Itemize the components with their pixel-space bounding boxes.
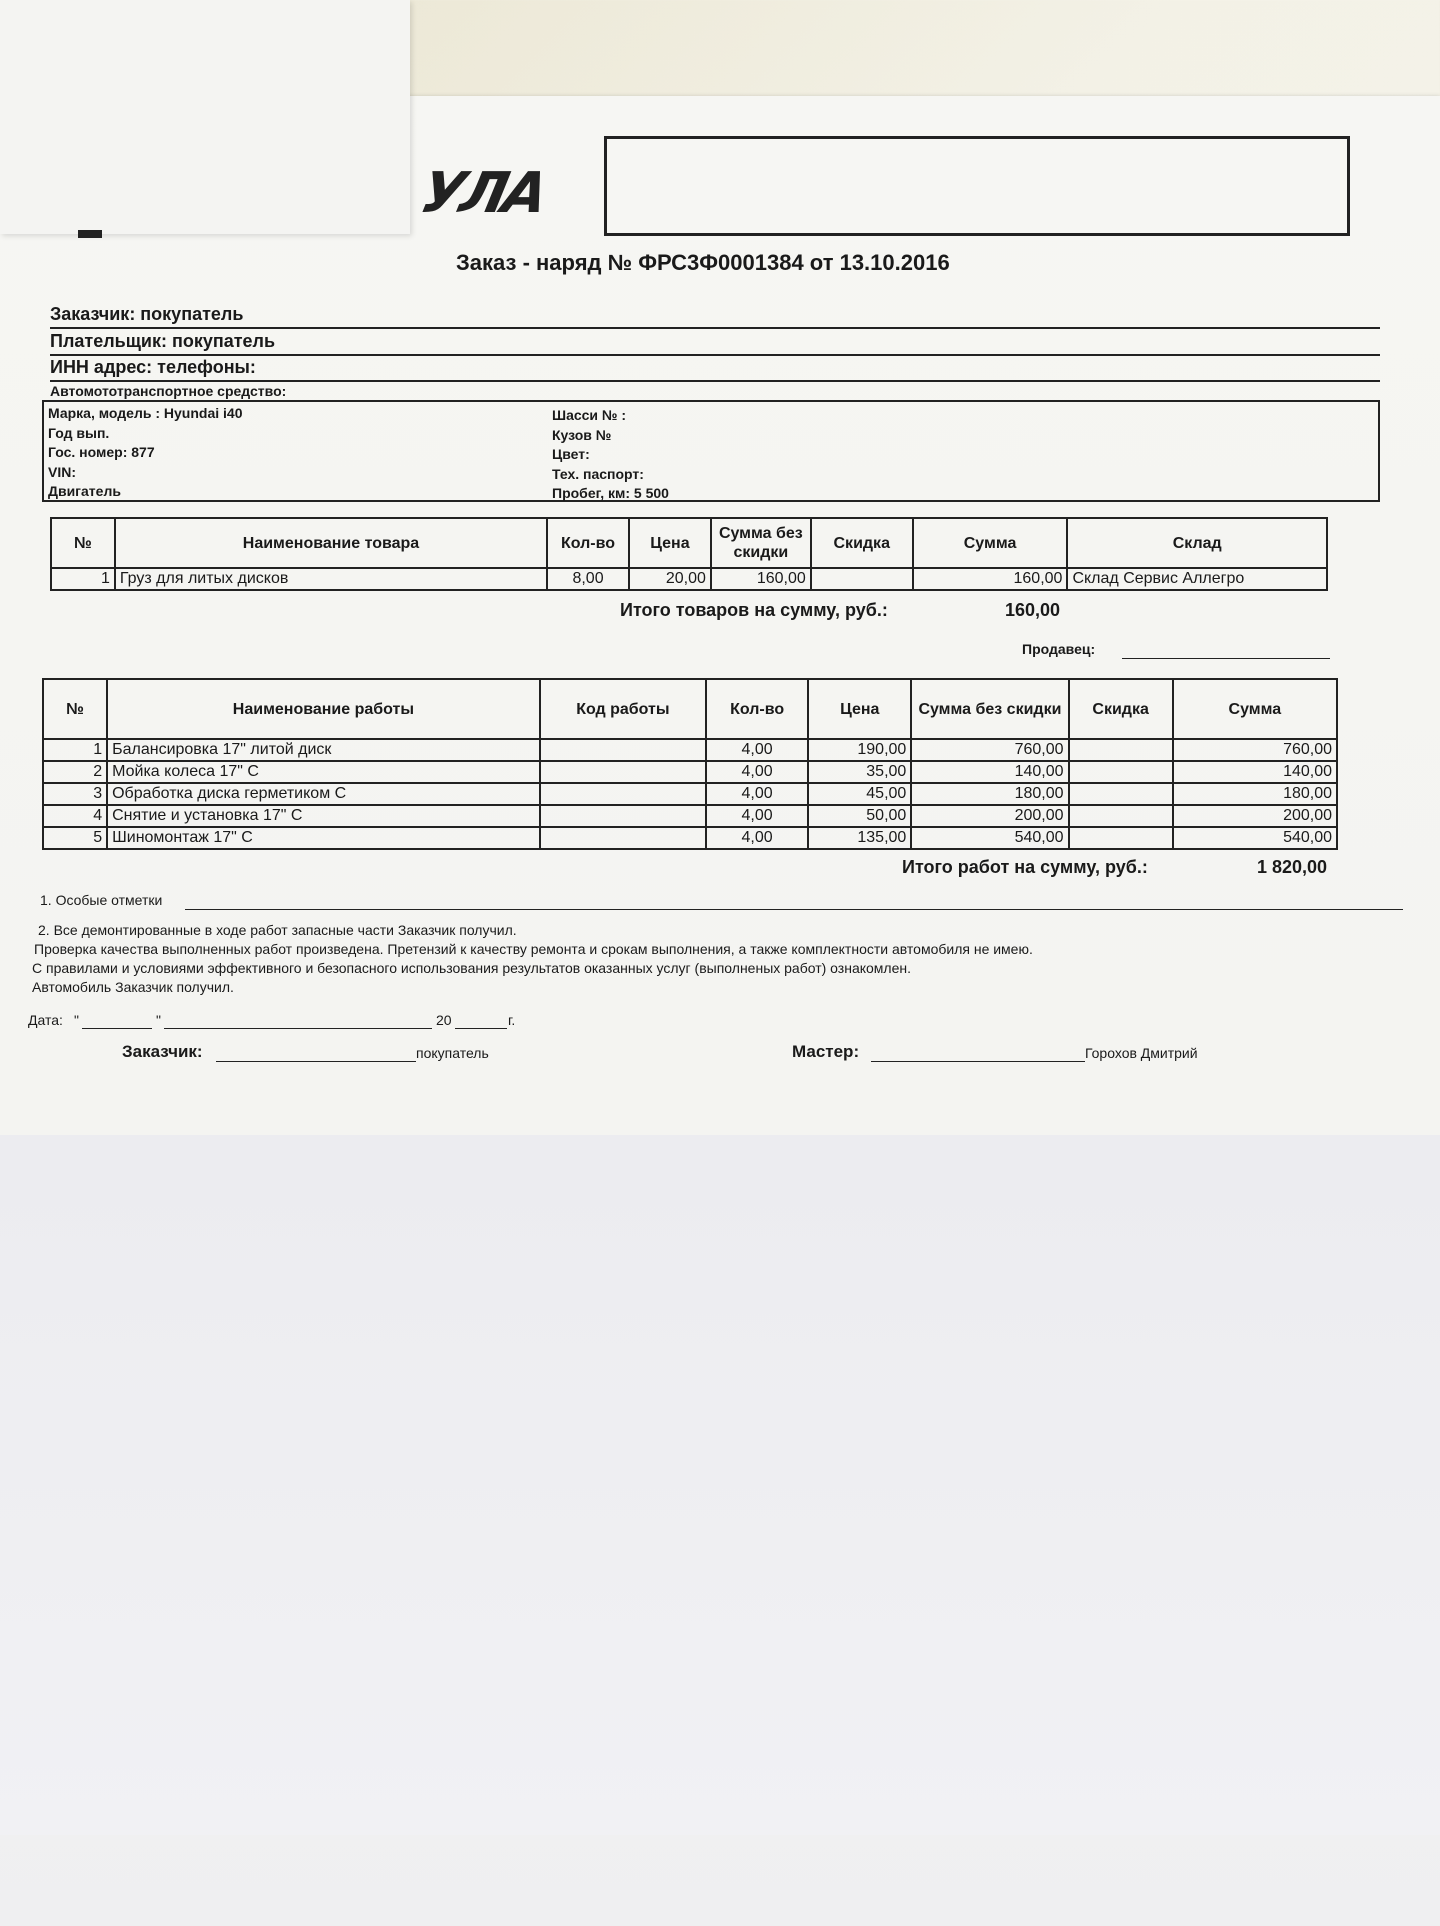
works-header-name: Наименование работы <box>107 679 540 739</box>
date-month-line <box>164 1028 432 1029</box>
works-cell-price: 35,00 <box>808 761 911 783</box>
vehicle-body: Кузов № <box>552 426 612 443</box>
vehicle-engine: Двигатель <box>48 483 121 499</box>
vehicle-right-column <box>552 406 669 504</box>
works-cell-num: 5 <box>43 827 107 849</box>
seller-signature-line <box>1122 658 1330 659</box>
goods-cell-gross: 160,00 <box>711 568 811 590</box>
works-cell-code <box>540 761 706 783</box>
table-row <box>51 568 1327 590</box>
paper-fold-shadow <box>0 1135 1440 1835</box>
customer-signature-name: покупатель <box>416 1045 489 1061</box>
goods-cell-qty: 8,00 <box>547 568 629 590</box>
vehicle-year: Год вып. <box>48 424 110 441</box>
works-cell-discount <box>1069 827 1173 849</box>
works-cell-name: Мойка колеса 17" С <box>107 761 540 783</box>
works-header-qty: Кол-во <box>706 679 808 739</box>
sticker-mark <box>78 230 102 238</box>
goods-header-num: № <box>51 518 115 568</box>
vehicle-color: Цвет: <box>552 446 590 462</box>
date-quote-open: " <box>74 1012 79 1028</box>
goods-cell-sum: 160,00 <box>913 568 1068 590</box>
works-cell-discount <box>1069 783 1173 805</box>
goods-header-price: Цена <box>629 518 711 568</box>
goods-header-qty: Кол-во <box>547 518 629 568</box>
works-cell-name: Шиномонтаж 17" С <box>107 827 540 849</box>
works-header-price: Цена <box>808 679 911 739</box>
vehicle-model: Марка, модель : Hyundai i40 <box>48 405 243 421</box>
works-cell-sum: 200,00 <box>1173 805 1337 827</box>
date-year-line <box>455 1028 507 1029</box>
master-signature-name: Горохов Дмитрий <box>1085 1045 1198 1061</box>
table-row <box>43 783 1337 805</box>
works-cell-sum: 760,00 <box>1173 739 1337 761</box>
master-signature-label: Мастер: <box>792 1042 860 1061</box>
works-cell-sum: 540,00 <box>1173 827 1337 849</box>
vehicle-heading: Автомототранспортное средство: <box>50 383 287 399</box>
customer-signature-line <box>216 1061 416 1062</box>
works-cell-num: 1 <box>43 739 107 761</box>
works-cell-discount <box>1069 739 1173 761</box>
works-header-gross: Сумма без скидки <box>911 679 1068 739</box>
works-cell-price: 50,00 <box>808 805 911 827</box>
works-cell-name: Снятие и установка 17" С <box>107 805 540 827</box>
works-cell-code <box>540 739 706 761</box>
note-line-2: Проверка качества выполненных работ произведена. Претензий к качеству ремонта и срокам выполнения, а также комплектности автомобиля не имею. <box>34 941 1033 957</box>
seller-label: Продавец: <box>1022 641 1096 657</box>
works-cell-price: 45,00 <box>808 783 911 805</box>
works-cell-sum: 180,00 <box>1173 783 1337 805</box>
goods-cell-discount <box>811 568 913 590</box>
stamp-box <box>604 136 1350 236</box>
goods-cell-warehouse: Склад Сервис Аллегро <box>1067 568 1327 590</box>
works-header-num: № <box>43 679 107 739</box>
works-header-code: Код работы <box>540 679 706 739</box>
special-notes-label: 1. Особые отметки <box>40 892 163 908</box>
works-cell-gross: 180,00 <box>911 783 1068 805</box>
works-cell-price: 135,00 <box>808 827 911 849</box>
vehicle-passport: Тех. паспорт: <box>552 465 644 482</box>
vehicle-mileage: Пробег, км: 5 500 <box>552 485 669 501</box>
works-cell-name: Балансировка 17" литой диск <box>107 739 540 761</box>
works-cell-sum: 140,00 <box>1173 761 1337 783</box>
vehicle-info-box <box>42 400 1380 502</box>
works-header-discount: Скидка <box>1069 679 1173 739</box>
date-year-prefix: 20 <box>436 1012 452 1028</box>
works-table <box>42 678 1338 850</box>
vehicle-vin: VIN: <box>48 463 76 480</box>
goods-header-sum: Сумма <box>913 518 1068 568</box>
customer-signature-label: Заказчик: <box>122 1042 203 1061</box>
vehicle-plate: Гос. номер: 877 <box>48 444 155 460</box>
table-row <box>43 805 1337 827</box>
works-header-sum: Сумма <box>1173 679 1337 739</box>
works-cell-code <box>540 783 706 805</box>
master-signature-line <box>871 1061 1085 1062</box>
note-line-4: Автомобиль Заказчик получил. <box>32 979 234 995</box>
table-row <box>43 827 1337 849</box>
works-cell-name: Обработка диска герметиком С <box>107 783 540 805</box>
table-row <box>43 761 1337 783</box>
special-notes-line <box>185 909 1403 910</box>
works-cell-gross: 540,00 <box>911 827 1068 849</box>
sticker-note <box>0 0 410 234</box>
works-cell-qty: 4,00 <box>706 827 808 849</box>
goods-header-name: Наименование товара <box>115 518 547 568</box>
works-cell-discount <box>1069 761 1173 783</box>
goods-header-discount: Скидка <box>811 518 913 568</box>
works-cell-qty: 4,00 <box>706 783 808 805</box>
note-line-1: 2. Все демонтированные в ходе работ запасные части Заказчик получил. <box>38 922 517 938</box>
works-cell-discount <box>1069 805 1173 827</box>
customer-field: Заказчик: покупатель <box>50 303 1380 329</box>
goods-header-gross: Сумма без скидки <box>711 518 811 568</box>
works-cell-code <box>540 827 706 849</box>
company-logo: УЛА <box>415 161 551 226</box>
date-year-suffix: г. <box>508 1012 516 1028</box>
works-cell-qty: 4,00 <box>706 761 808 783</box>
works-cell-num: 4 <box>43 805 107 827</box>
works-total-value: 1 820,00 <box>1257 857 1328 877</box>
goods-table <box>50 517 1328 591</box>
works-cell-gross: 760,00 <box>911 739 1068 761</box>
goods-cell-num: 1 <box>51 568 115 590</box>
goods-header-warehouse: Склад <box>1067 518 1327 568</box>
works-cell-num: 2 <box>43 761 107 783</box>
vehicle-chassis: Шасси № : <box>552 407 627 423</box>
note-line-3: С правилами и условиями эффективного и безопасного использования результатов оказанных услуг (выполненых работ) ознакомлен. <box>32 960 912 976</box>
works-cell-qty: 4,00 <box>706 805 808 827</box>
works-cell-qty: 4,00 <box>706 739 808 761</box>
date-quote-close: " <box>156 1012 161 1028</box>
works-header-row <box>43 679 1337 739</box>
table-row <box>43 739 1337 761</box>
goods-header-row <box>51 518 1327 568</box>
document-title: Заказ - наряд № ФРС3Ф0001384 от 13.10.2016 <box>456 250 950 275</box>
date-day-line <box>82 1028 152 1029</box>
works-cell-gross: 200,00 <box>911 805 1068 827</box>
goods-cell-price: 20,00 <box>629 568 711 590</box>
inn-field: ИНН адрес: телефоны: <box>50 356 1380 382</box>
goods-cell-name: Груз для литых дисков <box>115 568 547 590</box>
works-cell-price: 190,00 <box>808 739 911 761</box>
payer-field: Плательщик: покупатель <box>50 330 1380 356</box>
works-cell-gross: 140,00 <box>911 761 1068 783</box>
vehicle-left-column <box>48 404 242 502</box>
date-label: Дата: <box>28 1012 63 1028</box>
works-cell-num: 3 <box>43 783 107 805</box>
works-cell-code <box>540 805 706 827</box>
goods-total-label: Итого товаров на сумму, руб.: <box>620 600 888 620</box>
goods-total-value: 160,00 <box>1005 600 1061 620</box>
works-total-label: Итого работ на сумму, руб.: <box>902 857 1148 877</box>
